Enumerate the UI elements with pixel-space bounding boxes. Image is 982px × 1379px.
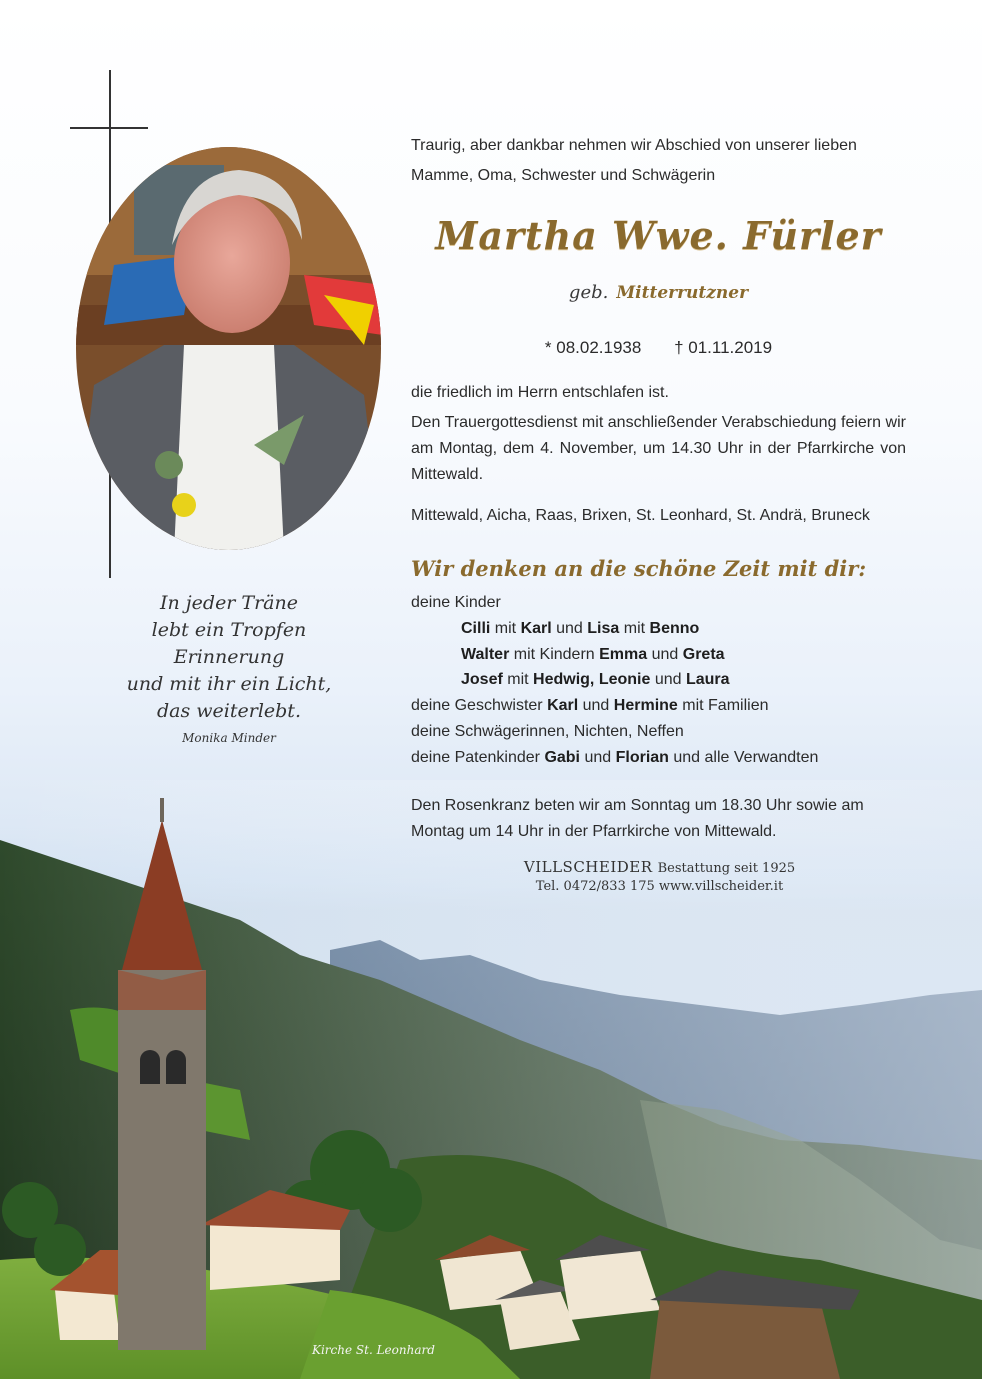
death-date: † 01.11.2019 — [674, 338, 773, 357]
family-line — [411, 667, 931, 693]
family-text: mit — [619, 619, 650, 637]
family-text: und — [551, 619, 588, 637]
maiden-name-line — [411, 282, 906, 303]
family-line — [411, 745, 931, 771]
family-line — [411, 616, 931, 642]
family-member: Lisa — [587, 619, 620, 637]
undertaker-info — [412, 857, 907, 894]
family-line — [411, 642, 931, 668]
family-text: mit — [502, 671, 534, 689]
family-text: und — [650, 671, 686, 689]
memorial-poem — [94, 590, 364, 745]
family-line — [411, 693, 931, 719]
intro-line: Traurig, aber dankbar nehmen wir Abschied von unserer lieben — [411, 137, 857, 154]
places-text: Mittewald, Aicha, Raas, Brixen, St. Leonhard, St. Andrä, Bruneck — [411, 507, 870, 524]
service-text: Den Trauergottesdienst mit anschließender Verabschiedung feiern wir am Montag, dem 4. November, um 14.30 Uhr in der Pfarrkirche von Mittewald. — [411, 414, 906, 483]
family-member: Hermine — [613, 697, 678, 715]
family-member: Walter — [461, 645, 510, 663]
family-member: Karl — [547, 697, 579, 715]
deceased-name: Martha Wwe. Fürler — [435, 213, 882, 258]
poem-author: Monika Minder — [182, 731, 276, 745]
family-member: Greta — [682, 645, 725, 663]
family-member: Emma — [599, 645, 648, 663]
family-text: deine Patenkinder — [411, 748, 545, 766]
photo-caption: Kirche St. Leonhard — [312, 1343, 435, 1357]
family-text: und alle Verwandten — [668, 748, 819, 766]
born-prefix: geb. — [568, 282, 609, 303]
cross-icon-bar — [70, 127, 148, 129]
family-member: Leonie — [598, 671, 651, 689]
peaceful-text: die friedlich im Herrn entschlafen ist. — [411, 384, 669, 401]
family-member: Gabi — [544, 748, 580, 766]
intro-line: Mamme, Oma, Schwester und Schwägerin — [411, 167, 716, 184]
undertaker-tagline: Bestattung seit 1925 — [657, 861, 796, 876]
family-text: und — [578, 697, 614, 715]
family-member: Hedwig, — [533, 671, 595, 689]
poem-line: lebt ein Tropfen Erinnerung — [151, 619, 307, 668]
family-text: und — [647, 645, 683, 663]
rosary-text: Den Rosenkranz beten wir am Sonntag um 18.30 Uhr sowie am Montag um 14 Uhr in der Pfarrkirche von Mittewald. — [411, 797, 864, 840]
family-text: mit Kindern — [509, 645, 600, 663]
birth-date: * 08.02.1938 — [544, 338, 642, 357]
family-member: Josef — [461, 671, 503, 689]
family-text: mit Familien — [677, 697, 769, 715]
undertaker-name: VILLSCHEIDER — [523, 858, 653, 876]
family-member: Cilli — [461, 619, 491, 637]
motto: Wir denken an die schöne Zeit mit dir: — [411, 556, 867, 581]
poem-line: und mit ihr ein Licht, — [126, 673, 332, 695]
maiden-name: Mitterrutzner — [616, 283, 749, 303]
family-text: deine Geschwister — [411, 697, 548, 715]
family-member: Karl — [520, 619, 552, 637]
poem-line: das weiterlebt. — [157, 700, 301, 722]
undertaker-contact: Tel. 0472/833 175 www.villscheider.it — [535, 879, 784, 894]
portrait-photo — [74, 145, 383, 552]
intro-text — [411, 131, 906, 191]
family-list — [411, 590, 931, 771]
family-member: Benno — [649, 619, 700, 637]
poem-line: In jeder Träne — [159, 592, 298, 614]
family-member: Laura — [685, 671, 730, 689]
life-dates — [411, 338, 906, 358]
family-line: deine Kinder — [411, 594, 501, 611]
family-text: mit — [490, 619, 521, 637]
family-line: deine Schwägerinnen, Nichten, Neffen — [411, 722, 684, 740]
family-member: Florian — [615, 748, 669, 766]
family-text: und — [580, 748, 616, 766]
